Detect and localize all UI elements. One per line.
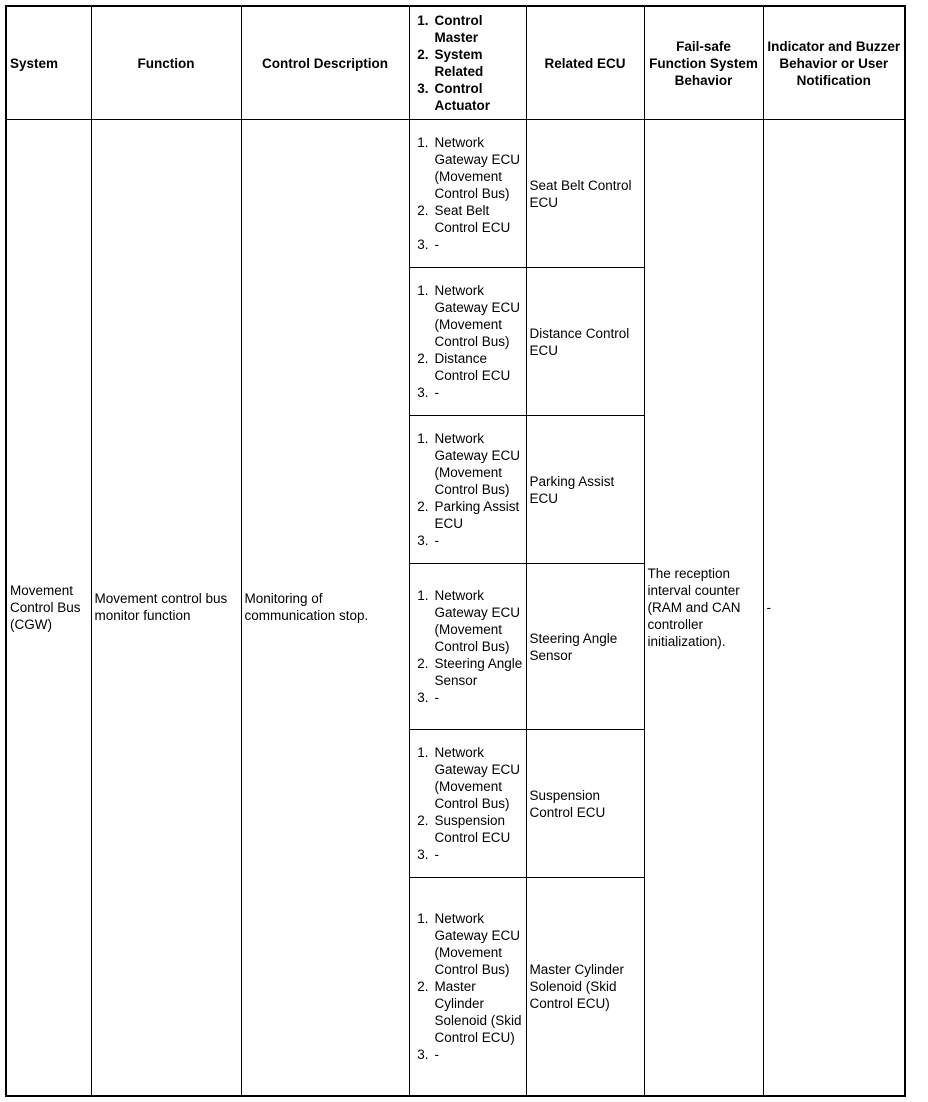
role-item <box>413 812 523 846</box>
roles-list <box>413 587 523 706</box>
header-role-number: 1. <box>417 13 429 28</box>
header-function: Function <box>91 6 241 120</box>
role-item <box>413 202 523 236</box>
header-roles <box>409 6 526 120</box>
role-item <box>413 350 523 384</box>
roles-list <box>413 134 523 253</box>
cell-failsafe: The reception interval counter (RAM and CAN controller initialization). <box>644 120 763 1096</box>
role-number: 1. <box>417 588 429 603</box>
role-number: 2. <box>417 813 429 828</box>
role-number: 2. <box>417 499 429 514</box>
header-control-description: Control Description <box>241 6 409 120</box>
cell-control-description: Monitoring of communication stop. <box>241 120 409 1096</box>
role-item <box>413 384 523 401</box>
header-role-item <box>413 12 523 46</box>
header-related-ecu: Related ECU <box>526 6 644 120</box>
cell-roles <box>409 878 526 1096</box>
roles-list <box>413 910 523 1063</box>
role-number: 1. <box>417 283 429 298</box>
role-item <box>413 910 523 978</box>
header-role-text: Control Actuator <box>434 81 491 113</box>
role-text: - <box>434 1046 439 1062</box>
header-row <box>6 6 905 120</box>
spec-table <box>5 5 906 1097</box>
role-number: 2. <box>417 978 429 994</box>
header-role-text: Control Master <box>434 13 483 45</box>
cell-roles <box>409 416 526 564</box>
header-role-item <box>413 46 523 80</box>
cell-related-ecu: Parking Assist ECU <box>526 416 644 564</box>
role-number: 3. <box>417 847 429 862</box>
header-role-number: 3. <box>417 81 429 96</box>
role-item <box>413 744 523 812</box>
cell-roles <box>409 564 526 730</box>
role-item <box>413 978 523 1046</box>
role-item <box>413 689 523 706</box>
roles-list <box>413 430 523 549</box>
role-text: Distance Control ECU <box>434 351 511 383</box>
role-text: - <box>434 237 439 252</box>
header-indicator: Indicator and Buzzer Behavior or User Notification <box>763 6 905 120</box>
header-role-text: System Related <box>434 47 484 79</box>
role-number: 3. <box>417 690 429 705</box>
role-text: - <box>434 690 439 705</box>
table-row <box>6 120 905 268</box>
role-text: Master Cylinder Solenoid (Skid Control ECU) <box>434 978 522 1045</box>
role-number: 1. <box>417 910 429 926</box>
cell-roles <box>409 120 526 268</box>
cell-related-ecu: Steering Angle Sensor <box>526 564 644 730</box>
role-text: - <box>434 847 439 862</box>
cell-related-ecu: Seat Belt Control ECU <box>526 120 644 268</box>
role-number: 3. <box>417 385 429 400</box>
header-system: System <box>6 6 91 120</box>
cell-related-ecu: Suspension Control ECU <box>526 730 644 878</box>
roles-list <box>413 744 523 863</box>
role-text: Network Gateway ECU (Movement Control Bus) <box>434 431 521 497</box>
role-text: Steering Angle Sensor <box>434 656 523 688</box>
role-number: 2. <box>417 351 429 366</box>
role-text: Network Gateway ECU (Movement Control Bus) <box>434 910 521 977</box>
role-number: 2. <box>417 656 429 671</box>
role-text: Network Gateway ECU (Movement Control Bus) <box>434 588 521 654</box>
role-text: Parking Assist ECU <box>434 499 520 531</box>
role-number: 1. <box>417 431 429 446</box>
role-item <box>413 587 523 655</box>
role-item <box>413 430 523 498</box>
role-item <box>413 532 523 549</box>
cell-function: Movement control bus monitor function <box>91 120 241 1096</box>
role-text: Network Gateway ECU (Movement Control Bus) <box>434 135 521 201</box>
cell-system: Movement Control Bus (CGW) <box>6 120 91 1096</box>
role-number: 1. <box>417 745 429 760</box>
cell-related-ecu: Distance Control ECU <box>526 268 644 416</box>
header-role-item <box>413 80 523 114</box>
role-number: 2. <box>417 203 429 218</box>
role-item <box>413 1046 523 1063</box>
cell-related-ecu: Master Cylinder Solenoid (Skid Control ECU) <box>526 878 644 1096</box>
header-role-number: 2. <box>417 47 429 62</box>
role-text: - <box>434 385 439 400</box>
role-item <box>413 498 523 532</box>
role-number: 3. <box>417 237 429 252</box>
role-text: Network Gateway ECU (Movement Control Bus) <box>434 745 521 811</box>
role-text: Suspension Control ECU <box>434 813 511 845</box>
role-number: 3. <box>417 1046 429 1062</box>
cell-indicator: - <box>763 120 905 1096</box>
role-item <box>413 236 523 253</box>
header-roles-list <box>413 12 523 114</box>
roles-list <box>413 282 523 401</box>
role-item <box>413 134 523 202</box>
role-number: 1. <box>417 135 429 150</box>
header-failsafe: Fail-safe Function System Behavior <box>644 6 763 120</box>
cell-roles <box>409 268 526 416</box>
role-number: 3. <box>417 533 429 548</box>
role-text: Network Gateway ECU (Movement Control Bus) <box>434 283 521 349</box>
role-item <box>413 846 523 863</box>
role-item <box>413 282 523 350</box>
role-text: - <box>434 533 439 548</box>
role-item <box>413 655 523 689</box>
role-text: Seat Belt Control ECU <box>434 203 511 235</box>
cell-roles <box>409 730 526 878</box>
